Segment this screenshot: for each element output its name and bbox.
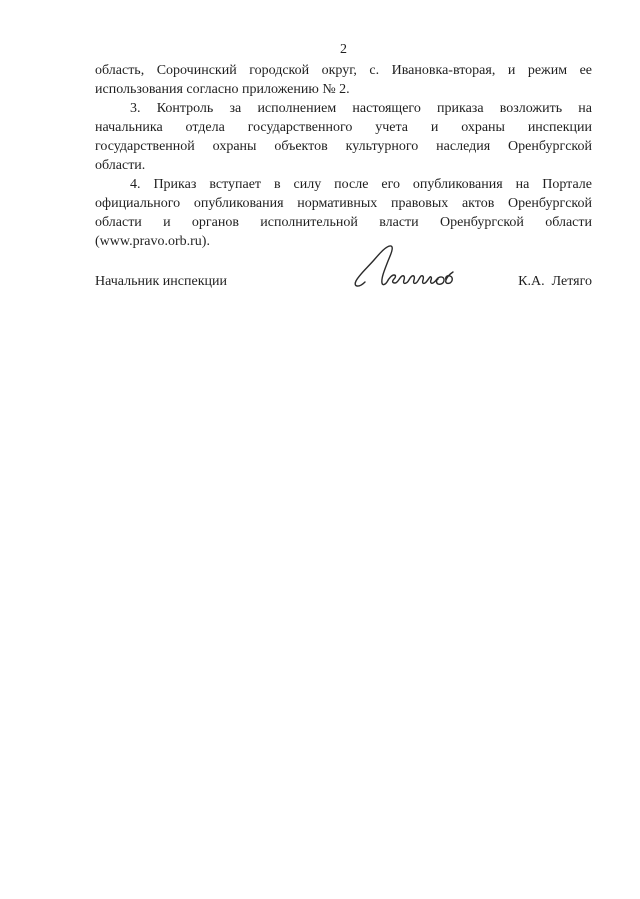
position-title: Начальник инспекции (95, 274, 227, 289)
paragraph-item-3 (95, 99, 592, 175)
text-line: области и органов исполнительной власти Оренбургской области (95, 215, 592, 230)
text-line: начальника отдела государственного учета и охраны инспекции (95, 120, 592, 135)
paragraph-item-4 (95, 175, 592, 251)
paragraph-continuation (95, 61, 592, 99)
handwritten-signature-icon (345, 242, 457, 294)
text-line: области. (95, 158, 146, 173)
text-line: официального опубликования нормативных правовых актов Оренбургской (95, 196, 592, 211)
text-line: использования согласно приложению № 2. (95, 82, 350, 97)
text-line: 3. Контроль за исполнением настоящего приказа возложить на (130, 101, 592, 116)
text-line: область, Сорочинский городской округ, с. Ивановка-вторая, и режим ее (95, 63, 592, 78)
page-number: 2 (340, 42, 347, 57)
text-line: 4. Приказ вступает в силу после его опубликования на Портале (130, 177, 592, 192)
signer-name: К.А. Летяго (518, 274, 592, 289)
text-line: государственной охраны объектов культурного наследия Оренбургской (95, 139, 592, 154)
text-line: (www.pravo.orb.ru). (95, 234, 210, 249)
signature-row (95, 272, 592, 291)
